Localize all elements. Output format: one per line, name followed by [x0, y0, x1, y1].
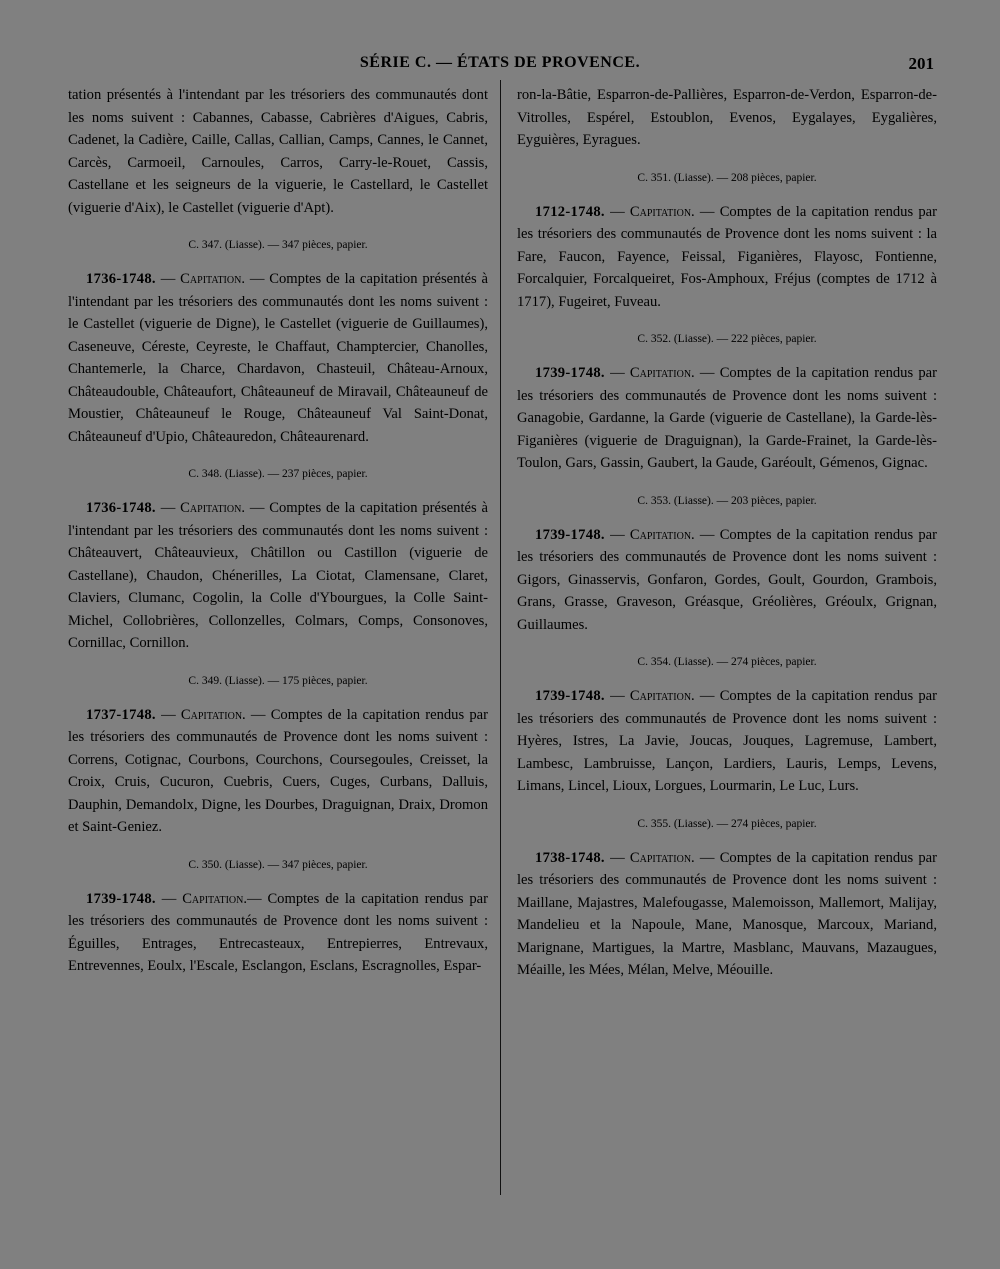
entry-text: — Comptes de la capitation rendus par les trésoriers des communautés de Provence dont les noms suivent : Gigors, Ginasservis, Gonfaron, Gordes, Goult, Gourdon, Grambois, Grans, Grasse, Graveson, Gréasque, Gréolières, Gréoulx, Grignan, Guillaumes.	[517, 526, 937, 633]
page-number: 201	[908, 54, 934, 73]
entry-label: — Capitation.	[610, 365, 695, 381]
entry-years: 1739-1748.	[535, 365, 605, 381]
entry-label: — Capitation.	[610, 688, 695, 704]
entry-label: — Capitation.	[610, 526, 695, 543]
entry	[517, 847, 937, 982]
entry	[517, 362, 937, 475]
entry-reference: C. 352. (Liasse). — 222 pièces, papier.	[637, 333, 817, 345]
continuation-text: tation présentés à l'intendant par les trésoriers des communautés dont les noms suivent : Cabannes, Cabasse, Cabrières d'Aigues, Cabris, Cadenet, la Cadière, Caille, Callas, Callian, Camps, Cannes, le Cannet, Carcès, Carmoeil, Carnoules, Carros, Carry-le-Rouet, Cassis, Castellane et les seigneurs de la viguerie, le Castellard, le Castellet (viguerie d'Aix), le Castellet (viguerie d'Apt).	[68, 87, 488, 216]
entry-label: — Capitation.	[610, 203, 695, 220]
continuation-text: ron-la-Bâtie, Esparron-de-Pallières, Esparron-de-Verdon, Esparron-de-Vitrolles, Espérel, Estoublon, Evenos, Eygalayes, Eygalières, Eyguières, Eyragues.	[517, 87, 937, 148]
entry-text: — Comptes de la capitation rendus par les trésoriers des communautés de Provence dont les noms suivent : Correns, Cotignac, Courbons, Courchons, Coursegoules, Creisset, la Croix, Cruis, Cucuron, Cuebris, Cuers, Cuges, Curbans, Dalluis, Dauphin, Demandolx, Digne, les Dourbes, Draguignan, Draix, Dromon et Saint-Geniez.	[68, 706, 488, 835]
entry	[68, 704, 488, 839]
page-title: SÉRIE C. — ÉTATS DE PROVENCE.	[359, 54, 641, 71]
entry	[517, 201, 937, 314]
entry-label: — Capitation.	[161, 890, 247, 907]
entry-reference: C. 350. (Liasse). — 347 pièces, papier.	[188, 858, 368, 871]
page-header	[0, 54, 1000, 78]
entry-text: — Comptes de la capitation rendus par les trésoriers des communautés de Provence dont les noms suivent : Maillane, Majastres, Malefougasse, Malemoisson, Mallemort, Malijay, Mandelieu et la Napoule, Mane, Manosque, Marcoux, Mariand, Marignane, Martigues, la Martre, Masblanc, Mauvans, Mazaugues, Méaille, les Mées, Mélan, Melve, Méouille.	[517, 849, 937, 978]
entry-years: 1739-1748.	[535, 688, 605, 704]
entry-label: — Capitation.	[610, 849, 695, 866]
entry-text: — Comptes de la capitation présentés à l'intendant par les trésoriers des communautés dont les noms suivent : Châteauvert, Châteauvieux, Châtillon ou Castillon (viguerie de Castellane), Chaudon, Chénerilles, La Ciotat, Clamensane, Claret, Claviers, Clumanc, Cogolin, la Colle d'Ybourgues, la Colle Saint-Michel, Collobrières, Collonzelles, Colmars, Comps, Consonoves, Cornillac, Cornillon.	[68, 500, 488, 651]
entry	[517, 524, 937, 637]
entry-years: 1739-1748.	[535, 526, 605, 543]
entry-reference: C. 348. (Liasse). — 237 pièces, papier.	[188, 468, 368, 480]
entry-reference: C. 347. (Liasse). — 347 pièces, papier.	[188, 239, 368, 251]
entry-text: — Comptes de la capitation rendus par les trésoriers des communautés de Provence dont les noms suivent : Hyères, Istres, La Javie, Joucas, Jouques, Lagremuse, Lambert, Lambesc, Lambruisse, Lançon, Lardiers, Lauris, Lemps, Levens, Limans, Lincel, Lioux, Lorgues, Lourmarin, Le Luc, Lurs.	[517, 688, 937, 794]
entry	[68, 888, 488, 978]
entry-reference: C. 355. (Liasse). — 274 pièces, papier.	[637, 817, 817, 830]
entry-years: 1739-1748.	[86, 890, 156, 907]
entry	[68, 268, 488, 448]
entry-text: — Comptes de la capitation rendus par les trésoriers des communautés de Provence dont les noms suivent : Éguilles, Entrages, Entrecasteaux, Entrepierres, Entrevaux, Entrevennes, Eoulx, l'Escale, Esclangon, Esclans, Escragnolles, Espar-	[68, 890, 488, 974]
entry-text: — Comptes de la capitation rendus par les trésoriers des communautés de Provence dont les noms suivent : Ganagobie, Gardanne, la Garde (viguerie de Castellane), la Garde-lès-Figanières (viguerie de Draguignan), la Garde-Frainet, la Garde-lès-Toulon, Gars, Gassin, Gaubert, la Gaude, Garéoult, Gémenos, Gignac.	[517, 365, 937, 471]
entry-label: — Capitation.	[160, 271, 245, 287]
entry-years: 1712-1748.	[535, 203, 605, 220]
entry-years: 1736-1748.	[86, 500, 156, 516]
entry	[68, 497, 488, 655]
entry-text: — Comptes de la capitation rendus par les trésoriers des communautés de Provence dont les noms suivent : la Fare, Faucon, Fayence, Feissal, Figanières, Flayosc, Fontienne, Forcalquier, Forcalqueiret, Fos-Amphoux, Fréjus (comptes de 1712 à 1717), Fugeiret, Fuveau.	[517, 203, 937, 310]
left-column	[68, 84, 488, 978]
entry-text: — Comptes de la capitation présentés à l'intendant par les trésoriers des communautés dont les noms suivent : le Castellet (viguerie de Digne), le Castellet (viguerie de Guillaumes), Caseneuve, Céreste, Ceyreste, le Chaffaut, Champtercier, Chanolles, Chantemerle, la Charce, Chardavon, Chasteuil, Château-Arnoux, Châteaudouble, Châteaufort, Châteauneuf de Miravail, Châteauneuf de Moustier, Châteauneuf le Rouge, Châteauneuf Val Saint-Donat, Châteauneuf d'Upio, Châteauredon, Châteaurenard.	[68, 271, 488, 445]
entry-years: 1738-1748.	[535, 849, 605, 866]
entry-label: — Capitation.	[160, 500, 245, 516]
entry-reference: C. 353. (Liasse). — 203 pièces, papier.	[637, 494, 817, 507]
entry-label: — Capitation.	[161, 706, 246, 723]
entry-reference: C. 349. (Liasse). — 175 pièces, papier.	[188, 674, 368, 687]
entry-years: 1736-1748.	[86, 271, 156, 287]
entry-years: 1737-1748.	[86, 706, 156, 723]
column-divider	[500, 80, 501, 1195]
entry-reference: C. 354. (Liasse). — 274 pièces, papier.	[637, 656, 817, 668]
entry-reference: C. 351. (Liasse). — 208 pièces, papier.	[637, 171, 817, 184]
entry	[517, 685, 937, 798]
right-column	[517, 84, 937, 982]
